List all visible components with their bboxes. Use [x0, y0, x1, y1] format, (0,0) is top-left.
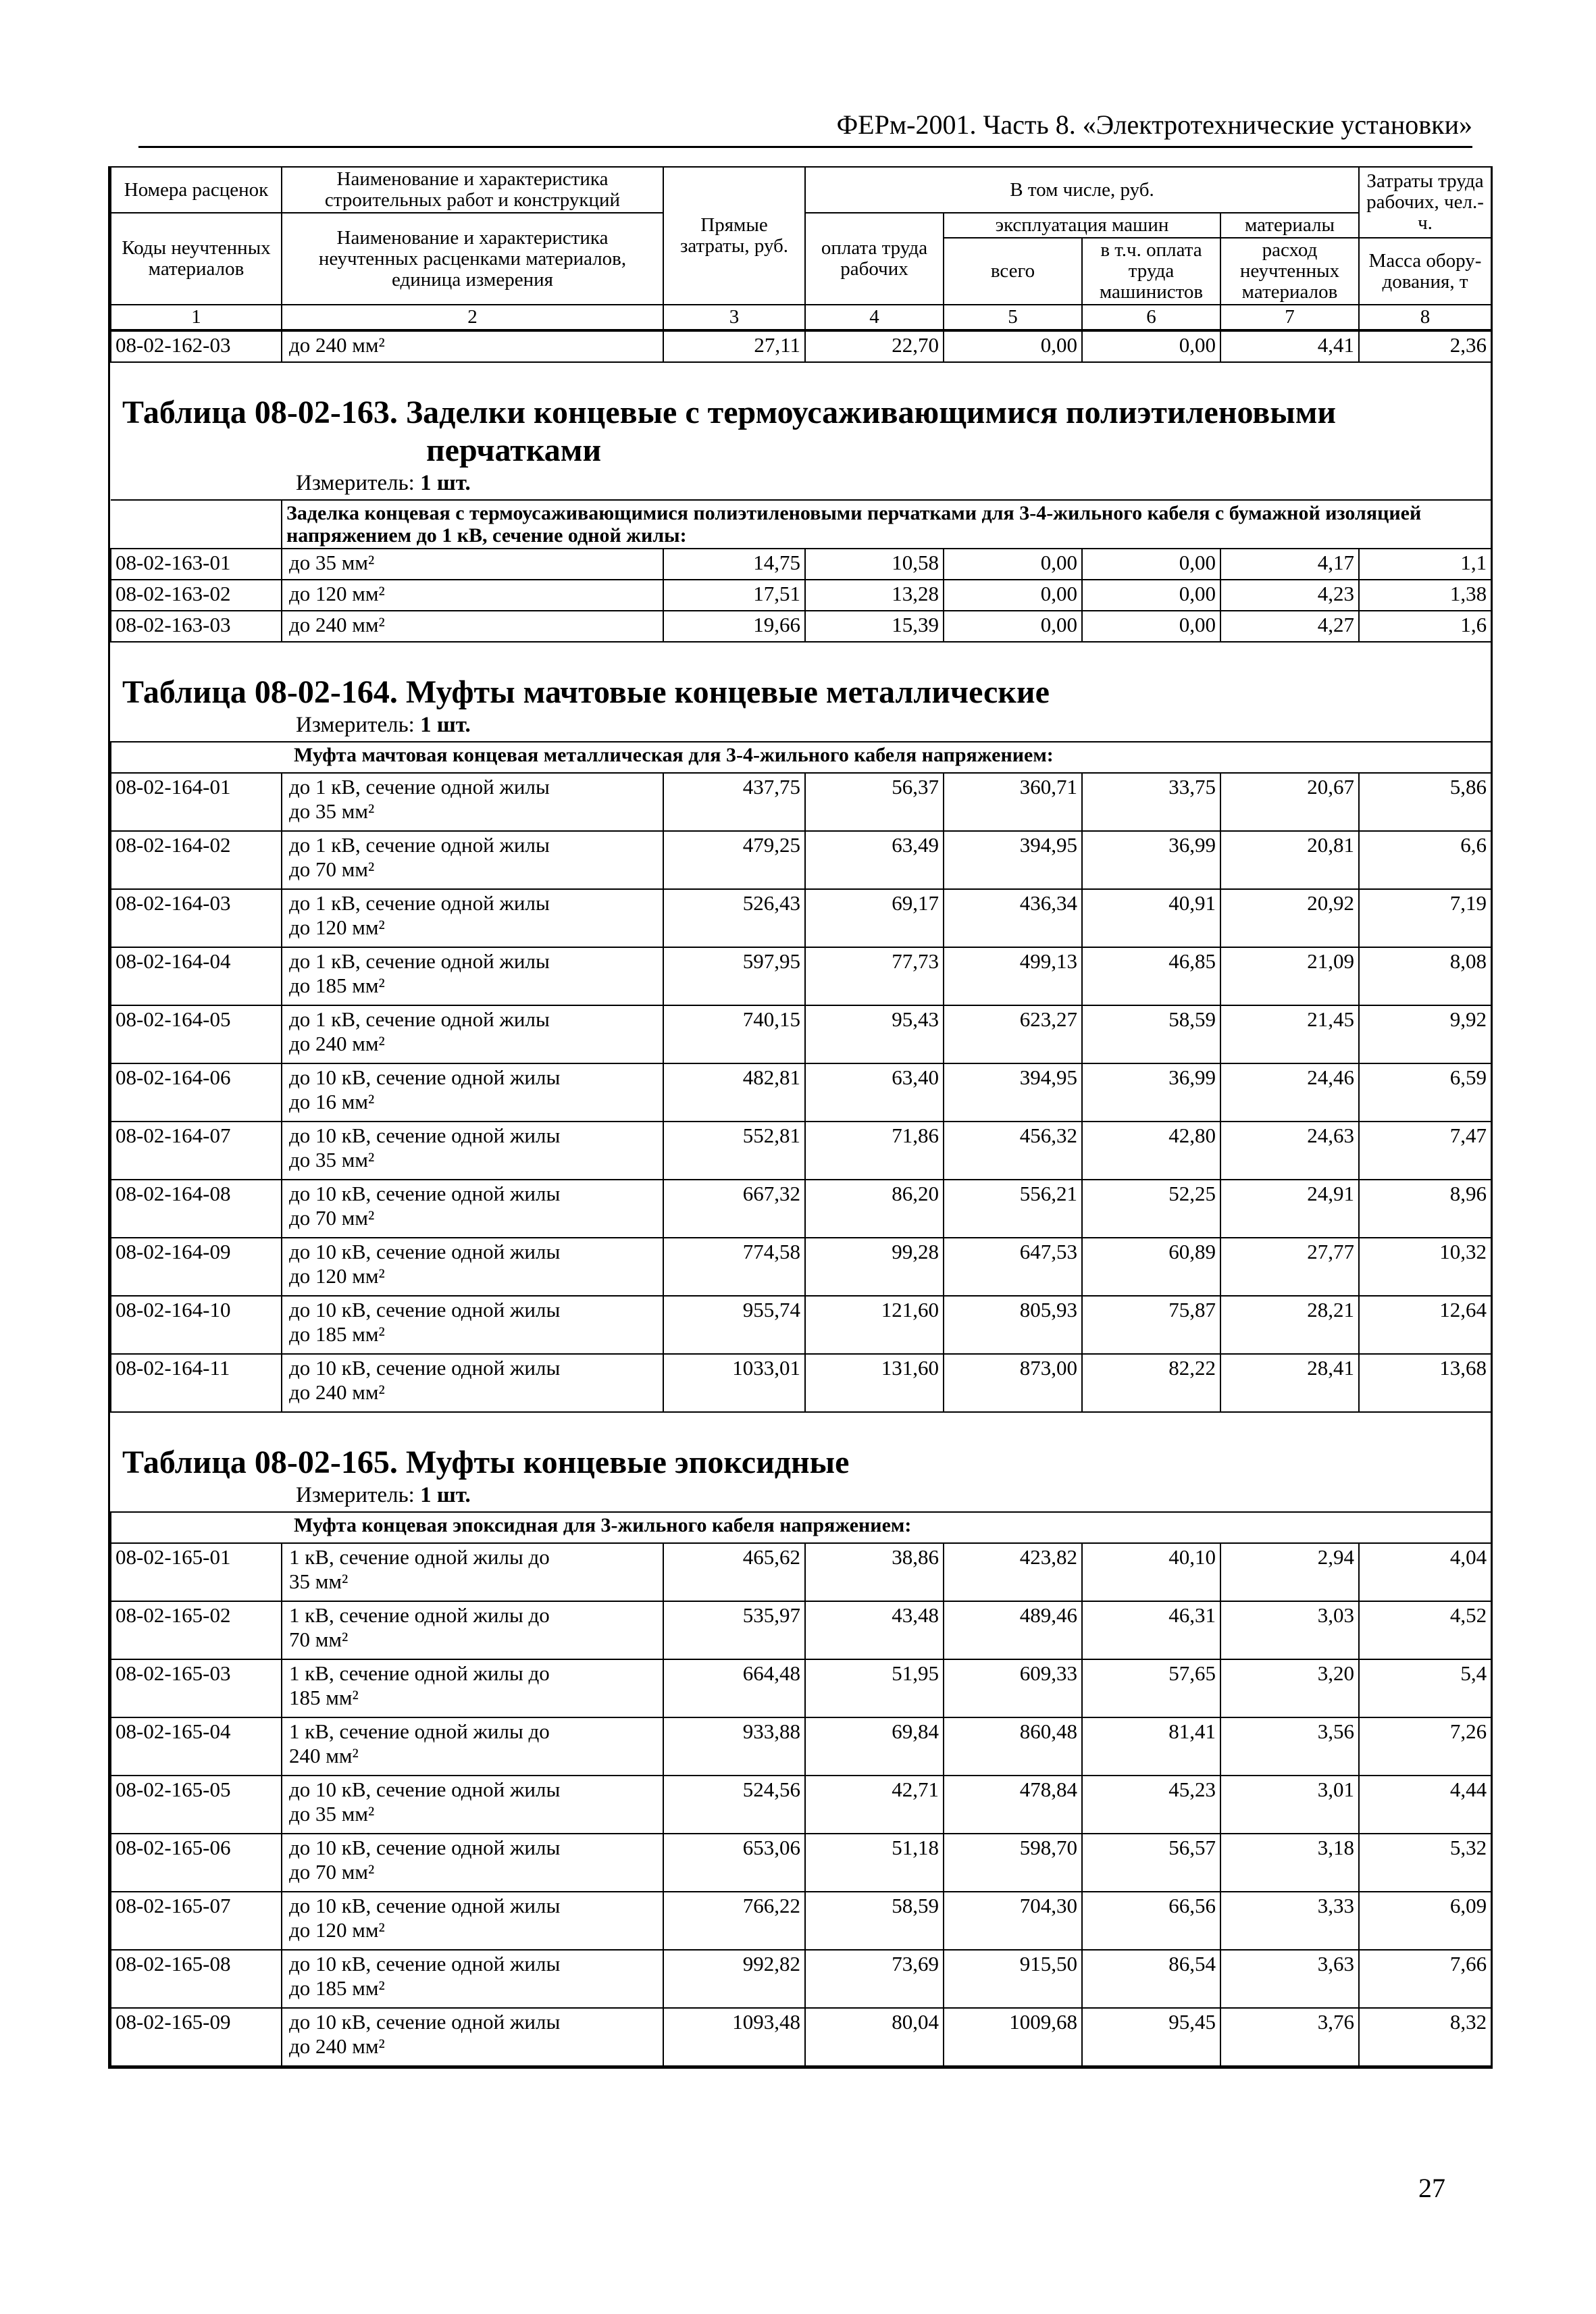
table-row: [111, 1354, 1491, 1412]
cell-value: 38,86: [805, 1543, 944, 1601]
table-row: [111, 1238, 1491, 1296]
cell-value: 394,95: [944, 1063, 1082, 1122]
cell-value: 394,95: [944, 831, 1082, 889]
col1-header-bottom: Коды неучтенных материалов: [111, 213, 282, 305]
rate-code: 08-02-165-05: [111, 1776, 282, 1834]
rate-name: до 10 кВ, сечение одной жилы до 35 мм²: [282, 1122, 663, 1180]
cell-value: 95,43: [805, 1005, 944, 1063]
cell-value: 3,33: [1220, 1892, 1359, 1950]
cell-value: 933,88: [663, 1717, 805, 1776]
cell-value: 13,68: [1359, 1354, 1491, 1412]
cell-value: 46,85: [1082, 947, 1220, 1005]
cell-value: 131,60: [805, 1354, 944, 1412]
cell-value: 10,32: [1359, 1238, 1491, 1296]
cell-value: 24,91: [1220, 1180, 1359, 1238]
cell-value: 524,56: [663, 1776, 805, 1834]
cell-value: 1009,68: [944, 2008, 1082, 2066]
cell-value: 0,00: [944, 580, 1082, 611]
cell-value: 75,87: [1082, 1296, 1220, 1354]
cell-value: 667,32: [663, 1180, 805, 1238]
cell-value: 3,03: [1220, 1601, 1359, 1659]
col4-header: оплата труда рабочих: [805, 213, 944, 305]
cell-value: 71,86: [805, 1122, 944, 1180]
cell-value: 0,00: [944, 611, 1082, 642]
cell-value: 80,04: [805, 2008, 944, 2066]
rate-code: 08-02-164-06: [111, 1063, 282, 1122]
table-row: [111, 1717, 1491, 1776]
rate-name: 1 кВ, сечение одной жилы до 240 мм²: [282, 1717, 663, 1776]
table-165-title: Таблица 08-02-165. Муфты концевые эпоксидные: [122, 1444, 850, 1480]
rate-name: 1 кВ, сечение одной жилы до 70 мм²: [282, 1601, 663, 1659]
table-row: [111, 611, 1491, 642]
cell-value: 4,17: [1220, 549, 1359, 580]
running-header: ФЕРм-2001. Часть 8. «Электротехнические установки»: [138, 108, 1472, 148]
table-row: [111, 773, 1491, 831]
rate-name: до 1 кВ, сечение одной жилы до 35 мм²: [282, 773, 663, 831]
cell-value: 45,23: [1082, 1776, 1220, 1834]
cell-value: 3,56: [1220, 1717, 1359, 1776]
cell-value: 22,70: [805, 331, 944, 362]
cell-value: 423,82: [944, 1543, 1082, 1601]
rate-code: 08-02-162-03: [111, 331, 282, 362]
cell-value: 7,66: [1359, 1950, 1491, 2008]
cell-value: 3,20: [1220, 1659, 1359, 1717]
table-row: [111, 947, 1491, 1005]
cell-value: 0,00: [944, 331, 1082, 362]
cell-value: 4,52: [1359, 1601, 1491, 1659]
table-row: [111, 1122, 1491, 1180]
col1-header-top: Номера расценок: [111, 167, 282, 213]
cell-value: 17,51: [663, 580, 805, 611]
cell-value: 597,95: [663, 947, 805, 1005]
rate-name: до 10 кВ, сечение одной жилы до 240 мм²: [282, 1354, 663, 1412]
cell-value: 58,59: [805, 1892, 944, 1950]
cell-value: 20,81: [1220, 831, 1359, 889]
table-row: [111, 889, 1491, 947]
rate-code: 08-02-164-07: [111, 1122, 282, 1180]
col-number: 2: [282, 305, 663, 330]
rate-name: до 1 кВ, сечение одной жилы до 120 мм²: [282, 889, 663, 947]
rate-name: до 240 мм²: [282, 331, 663, 362]
cell-value: 479,25: [663, 831, 805, 889]
cell-value: 860,48: [944, 1717, 1082, 1776]
rate-code: 08-02-163-01: [111, 549, 282, 580]
cell-value: 465,62: [663, 1543, 805, 1601]
table-row: [111, 1543, 1491, 1601]
table-row: [111, 1005, 1491, 1063]
col-number: 4: [805, 305, 944, 330]
cell-value: 20,92: [1220, 889, 1359, 947]
cell-value: 4,27: [1220, 611, 1359, 642]
rate-code: 08-02-165-01: [111, 1543, 282, 1601]
cell-value: 499,13: [944, 947, 1082, 1005]
table-row: [111, 1892, 1491, 1950]
cell-value: 489,46: [944, 1601, 1082, 1659]
rate-code: 08-02-165-06: [111, 1834, 282, 1892]
rate-code: 08-02-164-11: [111, 1354, 282, 1412]
cell-value: 8,96: [1359, 1180, 1491, 1238]
table-163-measure: Измеритель: 1 шт.: [296, 471, 471, 495]
table-row: [111, 1296, 1491, 1354]
cell-value: 3,63: [1220, 1950, 1359, 2008]
rate-code: 08-02-164-02: [111, 831, 282, 889]
cell-value: 556,21: [944, 1180, 1082, 1238]
col6-header: в т.ч. оплата труда машинистов: [1082, 238, 1220, 305]
cell-value: 82,22: [1082, 1354, 1220, 1412]
rate-name: 1 кВ, сечение одной жилы до 185 мм²: [282, 1659, 663, 1717]
rate-code: 08-02-164-09: [111, 1238, 282, 1296]
cell-value: 21,45: [1220, 1005, 1359, 1063]
cell-value: 0,00: [1082, 611, 1220, 642]
cell-value: 51,95: [805, 1659, 944, 1717]
cell-value: 3,76: [1220, 2008, 1359, 2066]
cell-value: 86,20: [805, 1180, 944, 1238]
cell-value: 7,19: [1359, 889, 1491, 947]
cell-value: 704,30: [944, 1892, 1082, 1950]
rate-name: до 10 кВ, сечение одной жилы до 120 мм²: [282, 1892, 663, 1950]
cell-value: 915,50: [944, 1950, 1082, 2008]
cell-value: 4,04: [1359, 1543, 1491, 1601]
cell-value: 0,00: [1082, 580, 1220, 611]
table-row: [111, 1950, 1491, 2008]
rate-code: 08-02-165-03: [111, 1659, 282, 1717]
cell-value: 42,80: [1082, 1122, 1220, 1180]
cell-value: 13,28: [805, 580, 944, 611]
cell-value: 3,18: [1220, 1834, 1359, 1892]
cell-value: 0,00: [1082, 549, 1220, 580]
cell-value: 121,60: [805, 1296, 944, 1354]
materials-header: материалы: [1220, 213, 1359, 238]
cell-value: 740,15: [663, 1005, 805, 1063]
cell-value: 5,4: [1359, 1659, 1491, 1717]
cell-value: 478,84: [944, 1776, 1082, 1834]
cell-value: 27,11: [663, 331, 805, 362]
cell-value: 766,22: [663, 1892, 805, 1950]
cell-value: 52,25: [1082, 1180, 1220, 1238]
table-row: [111, 1659, 1491, 1717]
cell-value: 3,01: [1220, 1776, 1359, 1834]
cell-value: 81,41: [1082, 1717, 1220, 1776]
cell-value: 360,71: [944, 773, 1082, 831]
col-number: 3: [663, 305, 805, 330]
cell-value: 2,36: [1359, 331, 1491, 362]
table-row: [111, 1601, 1491, 1659]
cell-value: 437,75: [663, 773, 805, 831]
cell-value: 9,92: [1359, 1005, 1491, 1063]
table-164-measure: Измеритель: 1 шт.: [296, 713, 471, 737]
cell-value: 10,58: [805, 549, 944, 580]
rate-code: 08-02-165-02: [111, 1601, 282, 1659]
cell-value: 1,1: [1359, 549, 1491, 580]
rate-code: 08-02-163-03: [111, 611, 282, 642]
rate-name: до 120 мм²: [282, 580, 663, 611]
cell-value: 56,37: [805, 773, 944, 831]
cell-value: 73,69: [805, 1950, 944, 2008]
col2-header-bottom: Наименование и характеристика неучтенных расценками материалов, единица измерения: [282, 213, 663, 305]
rate-name: до 1 кВ, сечение одной жилы до 70 мм²: [282, 831, 663, 889]
cell-value: 12,64: [1359, 1296, 1491, 1354]
rate-name: до 10 кВ, сечение одной жилы до 70 мм²: [282, 1834, 663, 1892]
table-row: [111, 1834, 1491, 1892]
cell-value: 0,00: [1082, 331, 1220, 362]
table-row: [111, 1063, 1491, 1122]
rate-code: 08-02-165-08: [111, 1950, 282, 2008]
table-row: [111, 1180, 1491, 1238]
col-number: 7: [1220, 305, 1359, 330]
cell-value: 526,43: [663, 889, 805, 947]
rate-name: до 10 кВ, сечение одной жилы до 185 мм²: [282, 1950, 663, 2008]
cell-value: 1,38: [1359, 580, 1491, 611]
rate-name: до 10 кВ, сечение одной жилы до 35 мм²: [282, 1776, 663, 1834]
cell-value: 873,00: [944, 1354, 1082, 1412]
page-number: 27: [1418, 2173, 1445, 2203]
cell-value: 15,39: [805, 611, 944, 642]
cell-value: 63,40: [805, 1063, 944, 1122]
cell-value: 1,6: [1359, 611, 1491, 642]
cell-value: 86,54: [1082, 1950, 1220, 2008]
col-number: 6: [1082, 305, 1220, 330]
table-164: [110, 741, 1492, 1413]
table-row: [111, 2008, 1491, 2066]
rate-code: 08-02-164-03: [111, 889, 282, 947]
cell-value: 14,75: [663, 549, 805, 580]
cell-value: 8,08: [1359, 947, 1491, 1005]
col-number: 8: [1359, 305, 1491, 330]
cell-value: 609,33: [944, 1659, 1082, 1717]
table-row: [111, 549, 1491, 580]
rate-name: до 10 кВ, сечение одной жилы до 16 мм²: [282, 1063, 663, 1122]
cell-value: 535,97: [663, 1601, 805, 1659]
cell-value: 46,31: [1082, 1601, 1220, 1659]
cell-value: 69,17: [805, 889, 944, 947]
table-row: [111, 580, 1491, 611]
cell-value: 2,94: [1220, 1543, 1359, 1601]
cell-value: 42,71: [805, 1776, 944, 1834]
rate-name: до 1 кВ, сечение одной жилы до 240 мм²: [282, 1005, 663, 1063]
cell-value: 28,41: [1220, 1354, 1359, 1412]
rate-name: до 35 мм²: [282, 549, 663, 580]
cell-value: 40,91: [1082, 889, 1220, 947]
cell-value: 955,74: [663, 1296, 805, 1354]
cell-value: 436,34: [944, 889, 1082, 947]
cell-value: 552,81: [663, 1122, 805, 1180]
cell-value: 27,77: [1220, 1238, 1359, 1296]
rate-code: 08-02-165-04: [111, 1717, 282, 1776]
cell-value: 95,45: [1082, 2008, 1220, 2066]
col7-header: расход неучтенных материалов: [1220, 238, 1359, 305]
column-header-table: [110, 166, 1492, 330]
cell-value: 20,67: [1220, 773, 1359, 831]
cell-value: 4,41: [1220, 331, 1359, 362]
cell-value: 60,89: [1082, 1238, 1220, 1296]
cell-value: 6,59: [1359, 1063, 1491, 1122]
col-number: 1: [111, 305, 282, 330]
rate-name: до 10 кВ, сечение одной жилы до 185 мм²: [282, 1296, 663, 1354]
cell-value: 33,75: [1082, 773, 1220, 831]
cell-value: 36,99: [1082, 1063, 1220, 1122]
table-163: [110, 499, 1492, 643]
rate-code: 08-02-164-08: [111, 1180, 282, 1238]
cell-value: 623,27: [944, 1005, 1082, 1063]
rate-code: 08-02-165-07: [111, 1892, 282, 1950]
cell-value: 19,66: [663, 611, 805, 642]
machines-header: эксплуатация машин: [944, 213, 1220, 238]
table-row: [111, 831, 1491, 889]
cell-value: 1093,48: [663, 2008, 805, 2066]
rate-name: 1 кВ, сечение одной жилы до 35 мм²: [282, 1543, 663, 1601]
cell-value: 774,58: [663, 1238, 805, 1296]
cell-value: 43,48: [805, 1601, 944, 1659]
rate-name: до 10 кВ, сечение одной жилы до 120 мм²: [282, 1238, 663, 1296]
table-163-title: Таблица 08-02-163. Заделки концевые с термоусаживающимися полиэтиленовыми перчатками: [122, 395, 1337, 468]
col3-header: Прямые затраты, руб.: [663, 167, 805, 305]
group-heading: Муфта концевая эпоксидная для 3-жильного кабеля напряжением:: [111, 1512, 1491, 1543]
cell-value: 36,99: [1082, 831, 1220, 889]
cell-value: 4,23: [1220, 580, 1359, 611]
cell-value: 805,93: [944, 1296, 1082, 1354]
cell-value: 58,59: [1082, 1005, 1220, 1063]
rate-name: до 1 кВ, сечение одной жилы до 185 мм²: [282, 947, 663, 1005]
rate-code: 08-02-164-01: [111, 773, 282, 831]
table-row: [111, 1776, 1491, 1834]
cell-value: 992,82: [663, 1950, 805, 2008]
cell-value: 7,26: [1359, 1717, 1491, 1776]
cell-value: 56,57: [1082, 1834, 1220, 1892]
cell-value: 6,09: [1359, 1892, 1491, 1950]
cell-value: 21,09: [1220, 947, 1359, 1005]
rate-name: до 10 кВ, сечение одной жилы до 70 мм²: [282, 1180, 663, 1238]
cell-value: 7,47: [1359, 1122, 1491, 1180]
cell-value: 8,32: [1359, 2008, 1491, 2066]
cell-value: 57,65: [1082, 1659, 1220, 1717]
cell-value: 4,44: [1359, 1776, 1491, 1834]
cell-value: 6,6: [1359, 831, 1491, 889]
cell-value: 66,56: [1082, 1892, 1220, 1950]
cell-value: 482,81: [663, 1063, 805, 1122]
cell-value: 1033,01: [663, 1354, 805, 1412]
rate-name: до 240 мм²: [282, 611, 663, 642]
rate-code: 08-02-165-09: [111, 2008, 282, 2066]
cell-value: 5,32: [1359, 1834, 1491, 1892]
group-heading: Заделка концевая с термоусаживающимися полиэтиленовыми перчатками для 3-4-жильного кабеля с бумажной изоляцией напряжением до 1 кВ, сечение одной жилы:: [282, 500, 1491, 549]
col5-header: всего: [944, 238, 1082, 305]
col8-header-bottom: Масса обору-дования, т: [1359, 238, 1491, 305]
cell-value: 653,06: [663, 1834, 805, 1892]
cell-value: 598,70: [944, 1834, 1082, 1892]
cell-value: 456,32: [944, 1122, 1082, 1180]
cell-value: 24,46: [1220, 1063, 1359, 1122]
cell-value: 24,63: [1220, 1122, 1359, 1180]
cell-value: 5,86: [1359, 773, 1491, 831]
table-row: [111, 331, 1491, 362]
cell-value: 69,84: [805, 1717, 944, 1776]
table-164-title: Таблица 08-02-164. Муфты мачтовые концевые металлические: [122, 674, 1050, 710]
table-162-tail: [110, 330, 1492, 363]
group-heading: Муфта мачтовая концевая металлическая для 3-4-жильного кабеля напряжением:: [111, 742, 1491, 773]
cell-value: 51,18: [805, 1834, 944, 1892]
rate-code: 08-02-164-10: [111, 1296, 282, 1354]
document-sheet: [108, 166, 1493, 2069]
rate-name: до 10 кВ, сечение одной жилы до 240 мм²: [282, 2008, 663, 2066]
col8-header-top: Затраты труда рабочих, чел.-ч.: [1359, 167, 1491, 238]
cell-value: 99,28: [805, 1238, 944, 1296]
cell-value: 0,00: [944, 549, 1082, 580]
col2-header-top: Наименование и характеристика строительных работ и конструкций: [282, 167, 663, 213]
table-165: [110, 1511, 1492, 2067]
col-number: 5: [944, 305, 1082, 330]
cell-value: 28,21: [1220, 1296, 1359, 1354]
table-165-measure: Измеритель: 1 шт.: [296, 1483, 471, 1507]
cell-value: 63,49: [805, 831, 944, 889]
cell-value: 77,73: [805, 947, 944, 1005]
cell-value: 647,53: [944, 1238, 1082, 1296]
cell-value: 664,48: [663, 1659, 805, 1717]
incl-header: В том числе, руб.: [805, 167, 1359, 213]
rate-code: 08-02-163-02: [111, 580, 282, 611]
rate-code: 08-02-164-04: [111, 947, 282, 1005]
rate-code: 08-02-164-05: [111, 1005, 282, 1063]
cell-value: 40,10: [1082, 1543, 1220, 1601]
